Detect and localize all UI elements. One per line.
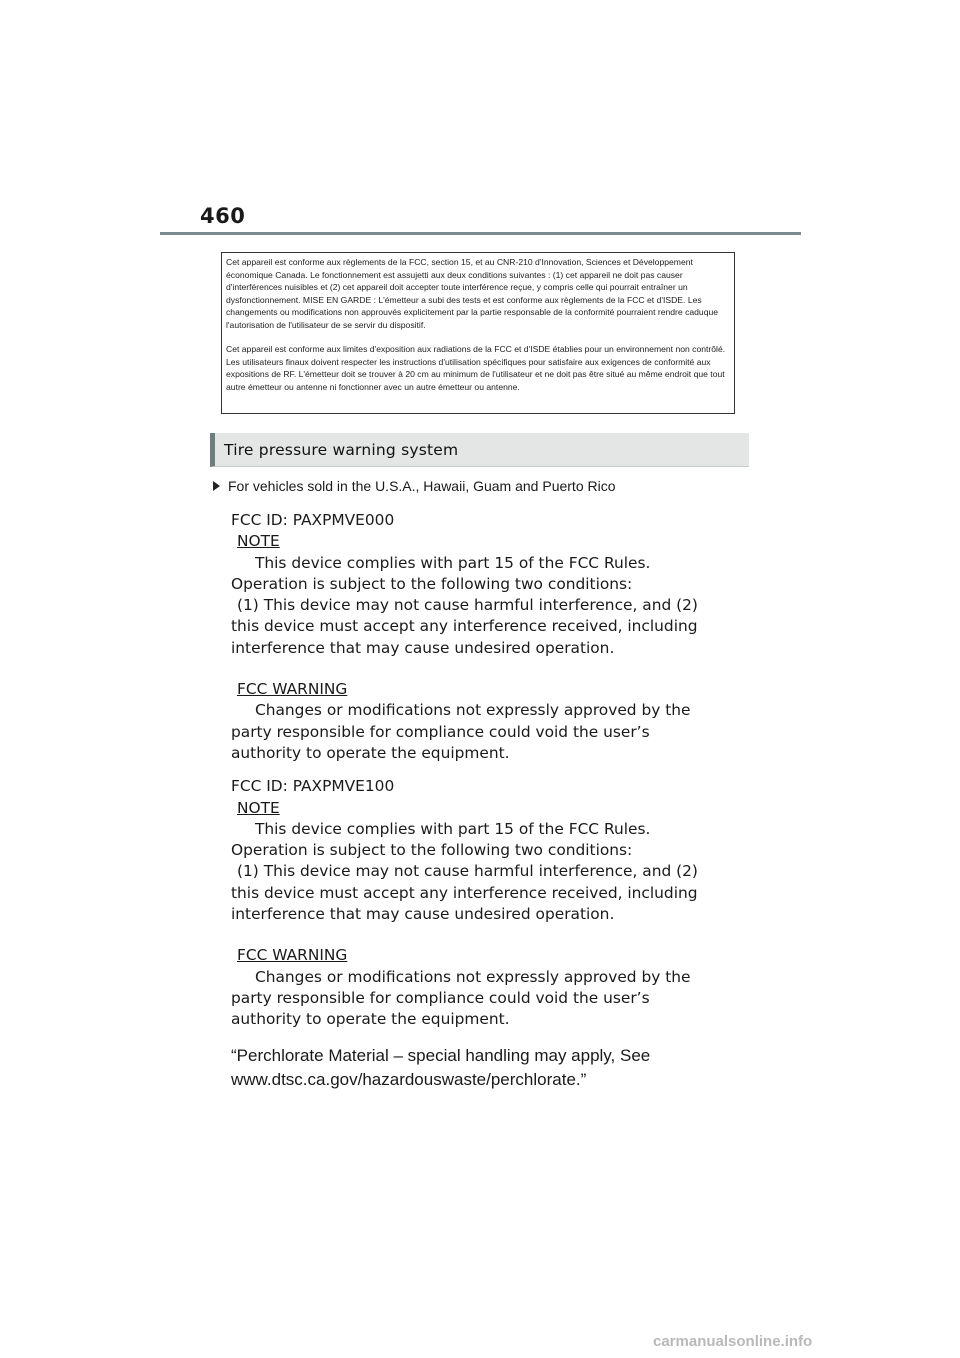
section-title: Tire pressure warning system xyxy=(224,441,459,459)
note-line: interference that may cause undesired operation. xyxy=(231,905,615,924)
note-heading: NOTE xyxy=(237,798,280,817)
bullet-text: For vehicles sold in the U.S.A., Hawaii, Guam and Puerto Rico xyxy=(228,478,616,494)
fcc-label xyxy=(231,510,731,1031)
warning-heading: FCC WARNING xyxy=(237,680,348,699)
note-heading: NOTE xyxy=(237,532,280,551)
section-header xyxy=(210,433,749,467)
perchlorate-notice xyxy=(231,1044,650,1092)
fcc-id-line: FCC ID: PAXPMVE000 xyxy=(231,511,395,529)
warning-line: authority to operate the equipment. xyxy=(231,743,510,762)
note-line: This device complies with part 15 of the FCC Rules. xyxy=(255,819,651,838)
note-line: (1) This device may not cause harmful interference, and (2) xyxy=(237,862,698,881)
note-line: Operation is subject to the following two conditions: xyxy=(231,574,633,593)
triangle-bullet-icon xyxy=(213,481,220,491)
note-line: This device complies with part 15 of the FCC Rules. xyxy=(255,553,651,572)
page-number: 460 xyxy=(200,204,246,228)
warning-line: Changes or modifications not expressly approved by the xyxy=(255,967,691,986)
fcc-id-line: FCC ID: PAXPMVE100 xyxy=(231,777,395,796)
note-line: (1) This device may not cause harmful interference, and (2) xyxy=(237,596,698,615)
perchlorate-line-1: “Perchlorate Material – special handling may apply, See xyxy=(231,1046,651,1065)
note-line: interference that may cause undesired operation. xyxy=(231,638,615,657)
note-line: Operation is subject to the following two conditions: xyxy=(231,841,633,860)
note-line: this device must accept any interference received, including xyxy=(231,883,698,902)
french-paragraph-2: Cet appareil est conforme aux limites d'exposition aux radiations de la FCC et d'ISDE établies pour un environnement non contrôlé. Les utilisateurs finaux doivent respecter les instructions d'utilisation spécifiques pour satisfaire aux exigences de conformité aux expositions de RF. L'émetteur doit se trouver à 20 cm au minimum de l'utilisateur et ne doit pas être situé au même endroit que tout autre émetteur ou antenne ni fonctionner avec un autre émetteur ou antenne. xyxy=(226,344,726,392)
french-compliance-notice xyxy=(221,252,735,414)
warning-line: authority to operate the equipment. xyxy=(231,1010,510,1029)
note-line: this device must accept any interference received, including xyxy=(231,617,698,636)
bullet-item xyxy=(213,478,616,494)
warning-line: party responsible for compliance could void the user’s xyxy=(231,722,650,741)
watermark: carmanualsonline.info xyxy=(653,1333,813,1350)
french-paragraph-1: Cet appareil est conforme aux règlements de la FCC, section 15, et au CNR-210 d'Innovation, Sciences et Développement économique Canada. Le fonctionnement est assujetti aux deux conditions suivantes : (1) cet appareil ne doit pas causer d'interférences nuisibles et (2) cet appareil doit accepter toute interférence reçue, y compris celle qui pourrait entraîner un dysfonctionnement. MISE EN GARDE : L'émetteur a subi des tests et est conforme aux règlements de la FCC et d'ISDE. Les changements ou modifications non approuvés explicitement par la partie responsable de la conformité pourraient rendre caduque l'autorisation de l'utilisateur de se servir du dispositif. xyxy=(226,257,719,330)
header-rule xyxy=(160,232,801,235)
warning-line: Changes or modifications not expressly approved by the xyxy=(255,701,691,720)
warning-line: party responsible for compliance could void the user’s xyxy=(231,988,650,1007)
perchlorate-line-2: www.dtsc.ca.gov/hazardouswaste/perchlorate.” xyxy=(231,1070,587,1089)
warning-heading: FCC WARNING xyxy=(237,946,348,965)
